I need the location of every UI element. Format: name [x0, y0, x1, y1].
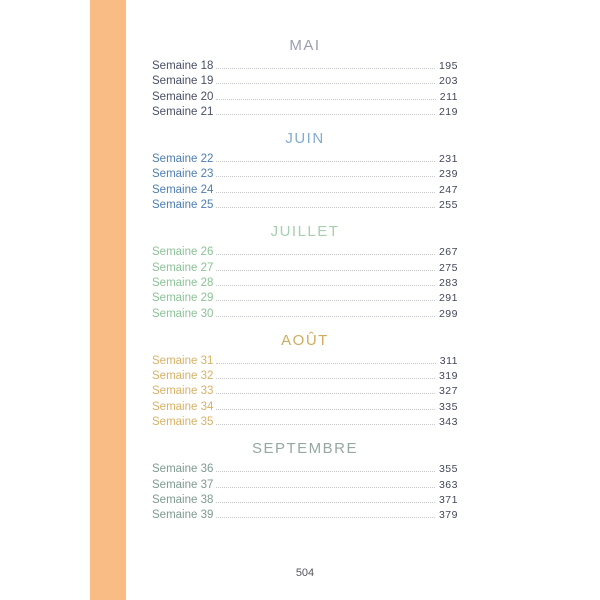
toc-entry-page: 343 [438, 416, 458, 429]
dot-leader [216, 471, 435, 472]
toc-entry [152, 90, 458, 105]
dot-leader [216, 192, 435, 193]
toc-entry-page: 291 [438, 292, 458, 305]
month-heading: SEPTEMBRE [251, 440, 359, 458]
toc-entry-page: 247 [438, 183, 458, 196]
toc-entry-label: Semaine 32 [152, 370, 214, 383]
month-heading: AOÛT [281, 331, 329, 349]
toc-entry-label: Semaine 24 [152, 183, 214, 196]
toc-entry [152, 291, 458, 306]
dot-leader [216, 68, 435, 69]
toc-entry-page: 283 [438, 276, 458, 289]
toc-entry-page: 211 [439, 90, 458, 103]
month-heading: JUILLET [270, 223, 340, 241]
dot-leader [216, 487, 435, 488]
dot-leader [216, 393, 435, 394]
toc-entry [152, 354, 458, 369]
toc-entry [152, 167, 458, 182]
dot-leader [216, 409, 435, 410]
toc-entry-label: Semaine 31 [152, 354, 214, 367]
toc-entry [152, 198, 458, 213]
toc-entry-page: 371 [438, 493, 458, 506]
toc-entry-label: Semaine 27 [152, 261, 214, 274]
toc-entry [152, 415, 458, 430]
dot-leader [216, 517, 435, 518]
toc-entry-page: 327 [438, 385, 458, 398]
toc-entry-page: 311 [439, 354, 458, 367]
toc-entry-label: Semaine 39 [152, 509, 214, 522]
toc-entry-label: Semaine 36 [152, 463, 214, 476]
month-heading: MAI [289, 37, 321, 54]
toc-entry-label: Semaine 20 [152, 90, 214, 103]
toc-entry-page: 355 [438, 463, 458, 476]
dot-leader [216, 285, 435, 286]
toc-entry [152, 384, 458, 399]
accent-stripe [90, 0, 126, 600]
section-septembre [152, 430, 458, 523]
toc-entry-label: Semaine 18 [152, 60, 214, 72]
dot-leader [216, 83, 435, 84]
dot-leader [216, 270, 435, 271]
toc-entry [152, 183, 458, 198]
dot-leader [216, 300, 435, 301]
toc-entry-page: 203 [438, 75, 458, 88]
toc-entry-label: Semaine 34 [152, 400, 214, 413]
toc-entry-page: 379 [438, 509, 458, 522]
section-mai [152, 27, 458, 120]
folio-page-number: 504 [295, 567, 315, 579]
toc-entry-page: 363 [438, 478, 458, 491]
toc-entry-page: 239 [438, 168, 458, 181]
toc-entry [152, 307, 458, 322]
toc-entry [152, 245, 458, 260]
dot-leader [216, 316, 435, 317]
toc-entry [152, 59, 458, 74]
toc-entry-label: Semaine 35 [152, 416, 214, 429]
toc-entry-label: Semaine 28 [152, 276, 214, 289]
section-juillet [152, 213, 458, 321]
toc-entry [152, 478, 458, 493]
toc-entry-label: Semaine 23 [152, 168, 214, 181]
toc-entry [152, 74, 458, 89]
toc-entry-label: Semaine 29 [152, 292, 214, 305]
toc-entry [152, 105, 458, 120]
toc-entry-label: Semaine 22 [152, 153, 214, 166]
toc-entry [152, 276, 458, 291]
toc-entry-page: 255 [438, 199, 458, 212]
toc-entry [152, 508, 458, 523]
dot-leader [216, 114, 435, 115]
toc-entry-label: Semaine 33 [152, 385, 214, 398]
toc-content [152, 0, 458, 524]
toc-entry-label: Semaine 26 [152, 246, 214, 259]
toc-entry-page: 267 [438, 246, 458, 259]
toc-entry-label: Semaine 25 [152, 199, 214, 212]
dot-leader [216, 161, 435, 162]
toc-entry [152, 152, 458, 167]
dot-leader [216, 424, 435, 425]
dot-leader [216, 378, 435, 379]
toc-entry [152, 462, 458, 477]
dot-leader [216, 176, 435, 177]
dot-leader [216, 254, 435, 255]
toc-entry-page: 299 [438, 307, 458, 320]
toc-entry-label: Semaine 38 [152, 493, 214, 506]
toc-entry-page: 319 [438, 370, 458, 383]
toc-entry [152, 261, 458, 276]
toc-entry-page: 335 [438, 400, 458, 413]
dot-leader [216, 207, 435, 208]
toc-entry-label: Semaine 37 [152, 478, 214, 491]
toc-entry-page: 195 [438, 60, 458, 72]
toc-entry-label: Semaine 30 [152, 307, 214, 320]
dot-leader [216, 363, 435, 364]
toc-entry-page: 275 [438, 261, 458, 274]
toc-entry-page: 219 [438, 105, 458, 118]
toc-entry [152, 369, 458, 384]
toc-entry [152, 400, 458, 415]
section-aout [152, 322, 458, 430]
section-juin [152, 120, 458, 213]
month-heading: JUIN [285, 130, 325, 148]
toc-entry-page: 231 [438, 153, 458, 166]
toc-entry [152, 493, 458, 508]
dot-leader [216, 502, 435, 503]
toc-entry-label: Semaine 19 [152, 75, 214, 88]
toc-entry-label: Semaine 21 [152, 105, 214, 118]
dot-leader [216, 99, 435, 100]
